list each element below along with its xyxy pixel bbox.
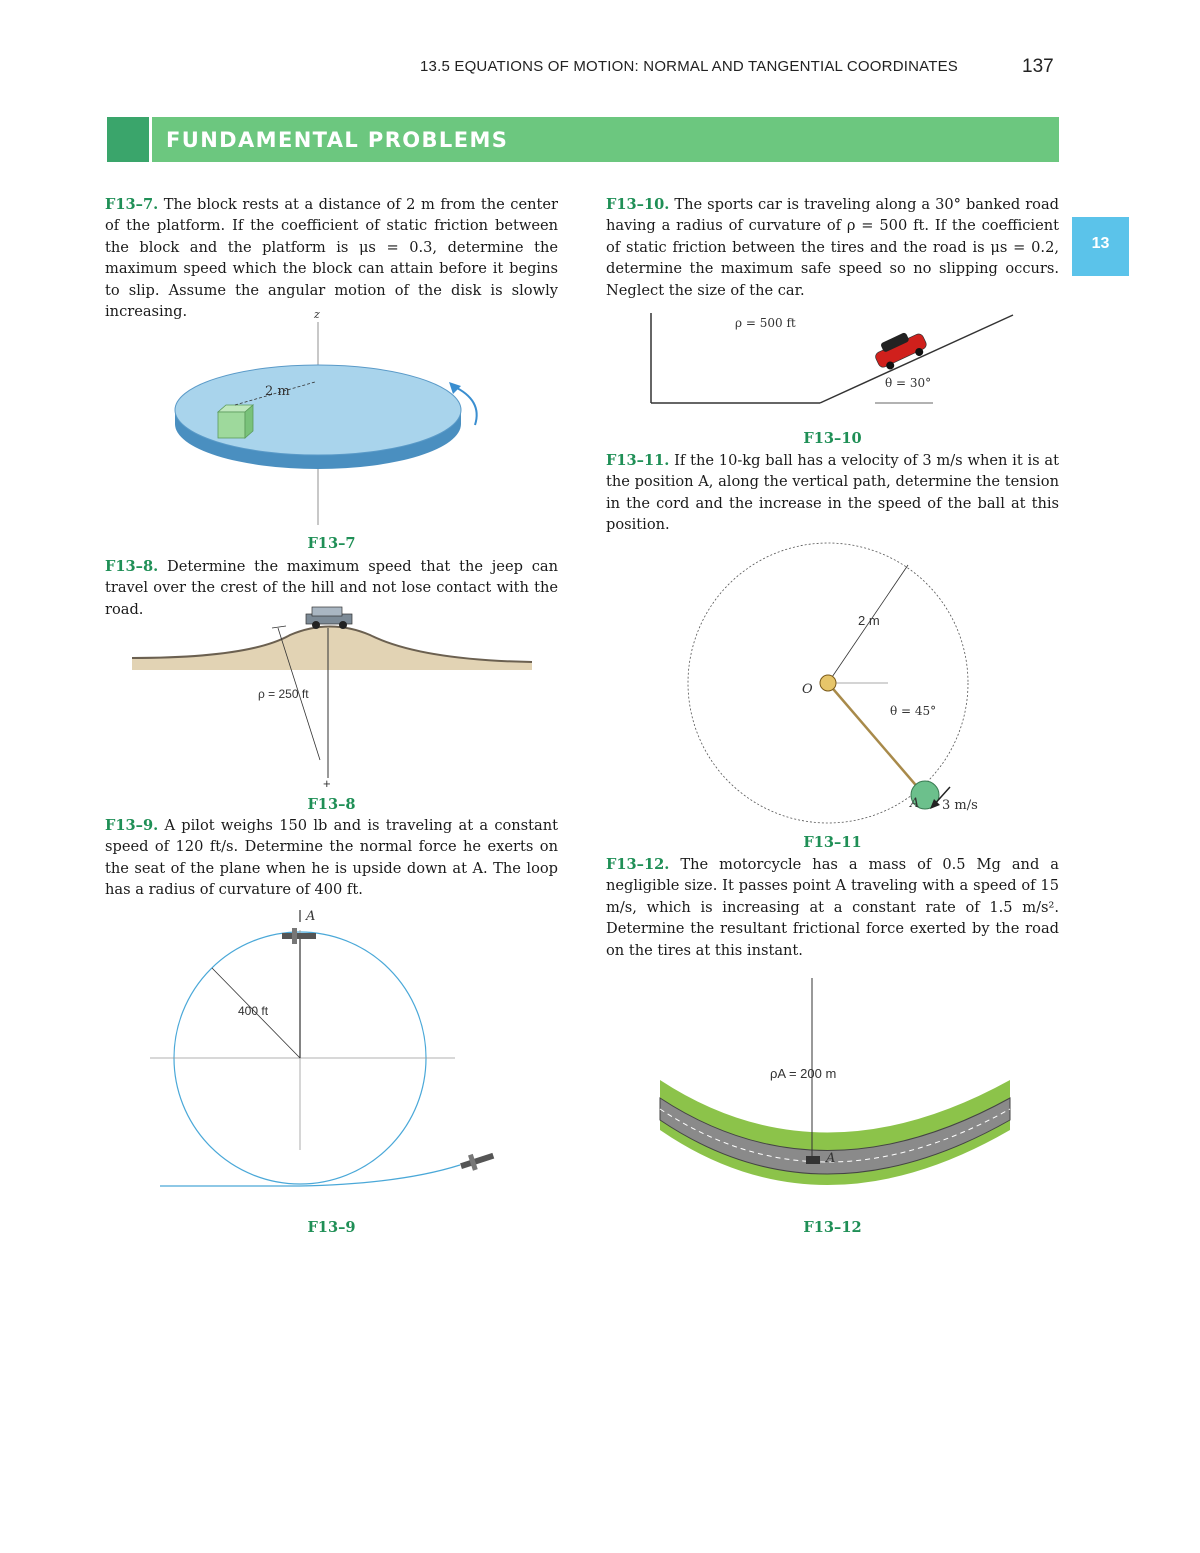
z-label: z: [314, 308, 320, 321]
jeep-cabin: [312, 607, 342, 616]
velocity-label: 3 m/s: [942, 798, 978, 813]
problem-f13-12: [606, 854, 1059, 961]
caption-f13-11: F13–11: [803, 834, 862, 851]
problem-number: F13–7.: [105, 196, 159, 213]
caption-f13-7: F13–7: [307, 535, 356, 552]
cord: [828, 683, 920, 790]
figure-f13-8: [130, 600, 535, 795]
radius-label: 400 ft: [238, 1004, 269, 1018]
problem-text: A pilot weighs 150 lb and is traveling at a constant speed of 120 ft/s. Determine the normal force he exerts on the seat of the plane when he is upside down at A. The loop has a radius of curvature of 400 ft.: [105, 817, 559, 899]
exit-path: [300, 1165, 460, 1186]
radius-label: 2 m: [265, 384, 290, 399]
problem-text: If the 10-kg ball has a velocity of 3 m/s when it is at the position A, along the vertical path, determine the tension in the cord and the increase in the speed of the ball at this position.: [606, 452, 1059, 534]
caption-f13-10: F13–10: [803, 430, 862, 447]
problem-f13-9: [105, 815, 558, 901]
theta-label: θ = 30°: [885, 376, 932, 390]
figure-f13-9: [150, 900, 520, 1200]
point-a-label: A: [910, 796, 920, 811]
section-banner: [152, 117, 1059, 162]
chapter-tab: 13: [1072, 217, 1129, 276]
point-a-label: A: [826, 1151, 836, 1166]
figure-f13-12: [650, 970, 1020, 1210]
problem-number: F13–12.: [606, 856, 670, 873]
problem-f13-11: [606, 450, 1059, 536]
radius-label: 2 m: [858, 613, 880, 628]
figure-f13-11: [680, 535, 1000, 825]
problem-text: The motorcycle has a mass of 0.5 Mg and a negligible size. It passes point A traveling with a speed of 15 m/s, which is increasing at a constant rate of 1.5 m/s². Determine the resultant frictional force exerted by the road on the tires at this instant.: [606, 856, 1059, 959]
point-a-label: A: [306, 909, 316, 924]
problem-text: The sports car is traveling along a 30° banked road having a radius of curvature of ρ = 500 ft. If the coefficient of static friction between the tires and the road is μs = 0.2, determine the maximum safe speed so no slipping occurs. Neglect the size of the car.: [606, 196, 1059, 299]
problem-text: Determine the maximum speed that the jeep can travel over the crest of the hill and not lose contact with the road.: [105, 558, 558, 618]
theta-label: θ = 45°: [890, 704, 937, 718]
caption-f13-9: F13–9: [307, 1219, 356, 1236]
jeep-wheel: [312, 621, 320, 629]
rho-label: ρ = 250 ft: [258, 687, 309, 701]
dimension-tick: [272, 626, 286, 628]
hill-ground: [132, 627, 532, 671]
plane-icon: [459, 1148, 496, 1174]
problem-f13-10: [606, 194, 1059, 301]
page-number: 137: [1022, 56, 1054, 77]
problem-text: The block rests at a distance of 2 m from the center of the platform. If the coefficient of static friction between the block and the platform is μs = 0.3, determine the maximum speed which the block can attain before it begins to slip. Assume the angular motion of the disk is slowly increasing.: [105, 196, 558, 321]
problem-number: F13–11.: [606, 452, 670, 469]
motorcycle-icon: [806, 1156, 820, 1164]
banner-accent: [107, 117, 149, 162]
banner-title: FUNDAMENTAL PROBLEMS: [166, 128, 509, 152]
jeep-wheel: [339, 621, 347, 629]
arrowhead-icon: [449, 382, 461, 394]
running-head: 13.5 EQUATIONS OF MOTION: NORMAL AND TANGENTIAL COORDINATES: [420, 58, 958, 75]
block: [218, 412, 245, 438]
platform-disk: [175, 365, 461, 455]
caption-f13-8: F13–8: [307, 796, 356, 813]
rho-label: ρ = 500 ft: [735, 316, 796, 330]
rho-label: ρA = 200 m: [770, 1066, 837, 1081]
caption-f13-12: F13–12: [803, 1219, 862, 1236]
plane-icon: [282, 928, 316, 944]
figure-f13-10: [645, 305, 1025, 415]
pivot-o: [820, 675, 836, 691]
pivot-label: O: [802, 682, 813, 697]
problem-number: F13–8.: [105, 558, 159, 575]
problem-number: F13–9.: [105, 817, 159, 834]
problem-number: F13–10.: [606, 196, 670, 213]
center-mark: +: [323, 776, 331, 791]
figure-f13-7: [105, 300, 560, 535]
